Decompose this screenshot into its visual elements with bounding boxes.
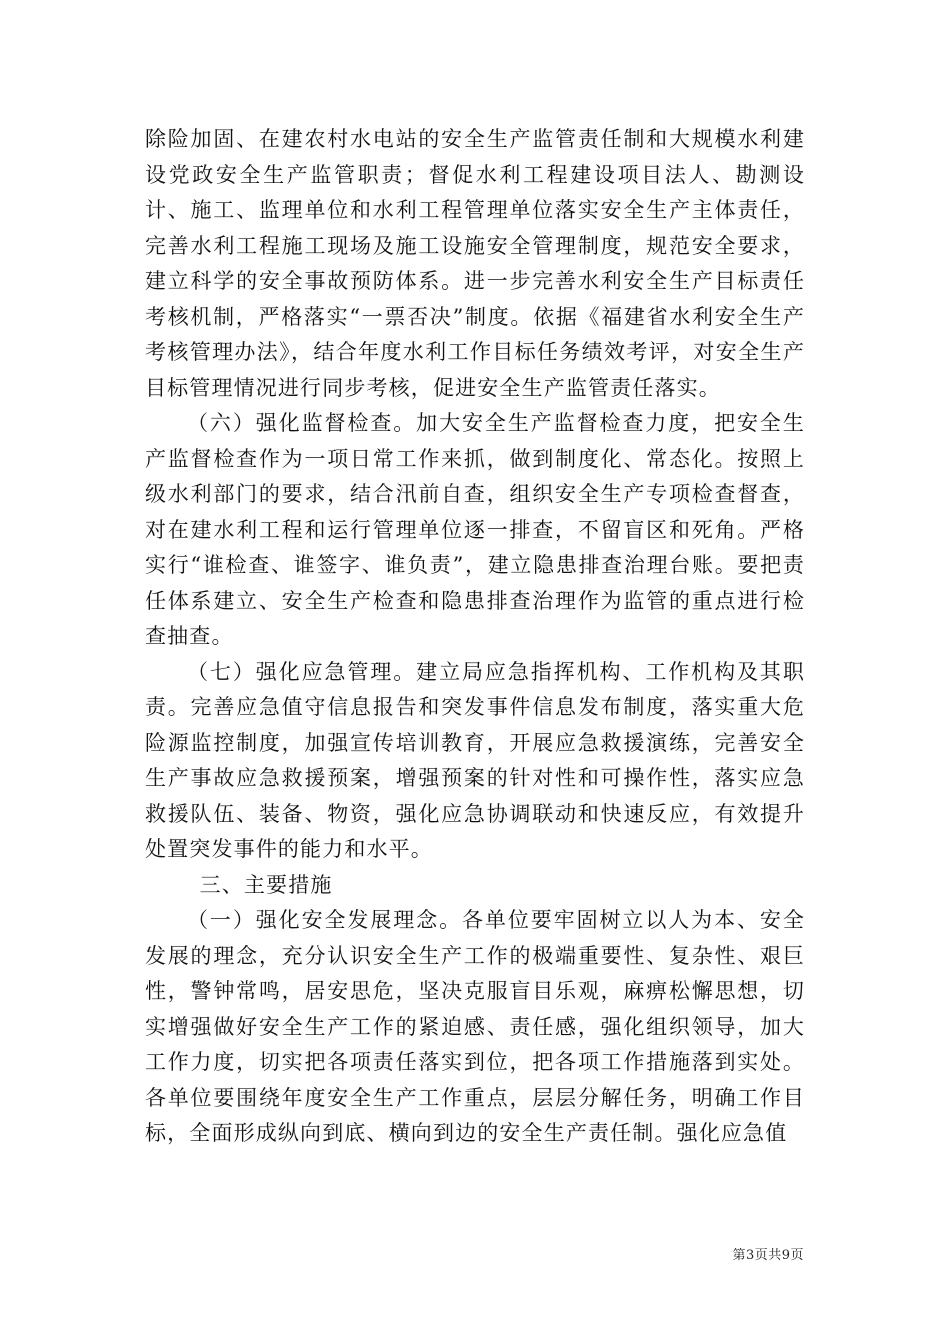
paragraph-one-safety-concept: （一）强化安全发展理念。各单位要牢固树立以人为本、安全发展的理念，充分认识安全生产工作的极端重要性、复杂性、艰巨性，警钟常鸣，居安思危，坚决克服盲目乐观，麻痹松懈思想，切实增强做好安全生产工作的紧迫感、责任感，强化组织领导，加大工作力度，切实把各项责任落实到位，把各项工作措施落到实处。各单位要围绕年度安全生产工作重点，层层分解任务，明确工作目标，全面形成纵向到底、横向到边的安全生产责任制。强化应急值	[145, 908, 805, 1145]
paragraph-continued: 除险加固、在建农村水电站的安全生产监管责任制和大规模水利建设党政安全生产监管职责；督促水利工程建设项目法人、勘测设计、施工、监理单位和水利工程管理单位落实安全生产主体责任，完善水利工程施工现场及施工设施安全管理制度，规范安全要求，建立科学的安全事故预防体系。进一步完善水利安全生产目标责任考核机制，严格落实“一票否决”制度。依据《福建省水利安全生产考核管理办法》，结合年度水利工作目标任务绩效考评，对安全生产目标管理情况进行同步考核，促进安全生产监管责任落实。	[145, 127, 805, 400]
paragraph-seven-emergency: （七）强化应急管理。建立局应急指挥机构、工作机构及其职责。完善应急值守信息报告和突发事件信息发布制度，落实重大危险源监控制度，加强宣传培训教育，开展应急救援演练，完善安全生产事故应急救援预案，增强预案的针对性和可操作性，落实应急救援队伍、装备、物资，强化应急协调联动和快速反应，有效提升处置突发事件的能力和水平。	[145, 659, 805, 861]
paragraph-six-supervision: （六）强化监督检查。加大安全生产监督检查力度，把安全生产监督检查作为一项日常工作来抓，做到制度化、常态化。按照上级水利部门的要求，结合汛前自查，组织安全生产专项检查督查，对在建水利工程和运行管理单位逐一排查，不留盲区和死角。严格实行“谁检查、谁签字、谁负责”，建立隐患排查治理台账。要把责任体系建立、安全生产检查和隐患排查治理作为监管的重点进行检查抽查。	[145, 411, 805, 648]
document-body	[145, 122, 805, 1152]
section-heading: 三、主要措施	[199, 872, 333, 897]
page-number-footer: 第3页共9页	[732, 1248, 804, 1263]
